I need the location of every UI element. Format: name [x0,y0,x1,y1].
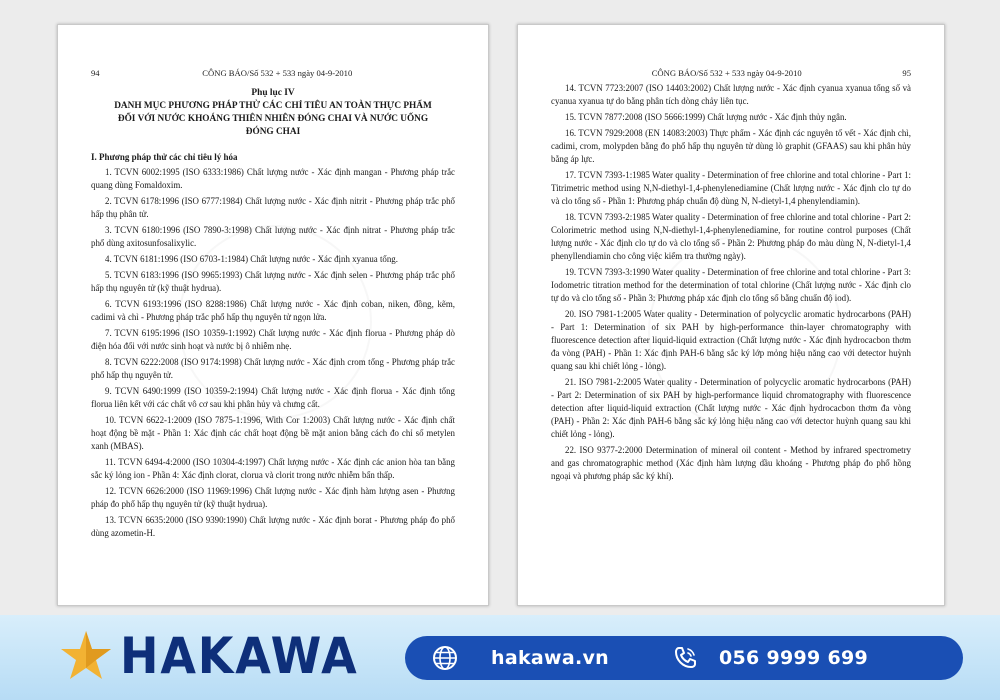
phone-number[interactable]: 056 9999 699 [719,647,869,669]
page-number: 94 [91,68,100,78]
list-item: 8. TCVN 6222:2008 (ISO 9174:1998) Chất lượng nước - Xác định crom tổng - Phương pháp trắc phổ hấp thụ nguyên tử. [91,357,455,380]
gazette-title: CÔNG BÁO/Số 532 + 533 ngày 04-9-2010 [202,68,353,78]
list-item: 1. TCVN 6002:1995 (ISO 6333:1986) Chất lượng nước - Xác định mangan - Phương pháp trắc quang dùng Fomaldoxim. [91,167,455,190]
list-item: 19. TCVN 7393-3:1990 Water quality - Determination of free chlorine and total chlorine - Part 3: Iodometric titration method for the determination of total chlorine (Chất lượng nước - Xác định clo tự do và clo tổng số - Phần 3: Phương pháp xác định clo tổng số bằng chuẩn độ iod). [551,267,911,303]
brand-footer-banner [0,615,1000,700]
brand-name: HAKAWA [120,627,359,685]
gazette-title: CÔNG BÁO/Số 532 + 533 ngày 04-9-2010 [651,68,802,78]
list-item: 7. TCVN 6195:1996 (ISO 10359-1:1992) Chất lượng nước - Xác định florua - Phương pháp dò điện hóa đối với nước sinh hoạt và nước bị ô nhiễm nhẹ. [91,328,455,351]
appendix-label: Phụ lục IV [251,88,295,98]
phone-icon [669,642,701,674]
list-item: 20. ISO 7981-1:2005 Water quality - Determination of polycyclic aromatic hydrocarbons (PAH) - Part 1: Determination of six PAH by high-performance thin-layer chromatography with fluorescence detection after liquid-liquid extraction (Chất lượng nước - Xác định hydrocacbon thơm đa vòng (PAH) - Phần 1: Xác định PAH-6 bằng sắc ký lớp mỏng hiệu năng cao với detector huỳnh quang sau khi chiết lỏng - lỏng). [551,309,911,371]
list-item: 17. TCVN 7393-1:1985 Water quality - Determination of free chlorine and total chlorine - Part 1: Titrimetric method using N,N-diethyl-1,4-phenylenediamine (Chất lượng nước - Xác định clo tự do và clo tổng số - Phần 1: Phương pháp chuẩn độ dùng N, N-dietyl-1,4 phenylendiamin). [551,170,911,206]
list-item: 2. TCVN 6178:1996 (ISO 6777:1984) Chất lượng nước - Xác định nitrit - Phương pháp trắc phổ hấp thụ phân tử. [91,196,455,219]
list-item: 5. TCVN 6183:1996 (ISO 9965:1993) Chất lượng nước - Xác định selen - Phương pháp trắc phổ hấp thụ nguyên tử (kỹ thuật hydrua). [91,270,455,293]
contact-bar [405,636,963,680]
list-item: 11. TCVN 6494-4:2000 (ISO 10304-4:1997) Chất lượng nước - Xác định các anion hòa tan bằng sắc ký lỏng ion - Phần 4: Xác định clorat, clorua và clorit trong nước nhiễm bẩn thấp. [91,457,455,480]
left-document-page [57,24,489,606]
page-body [551,82,911,486]
list-item: 22. ISO 9377-2:2000 Determination of mineral oil content - Method by infrared spectrometry and gas chromatographic method (Xác định hàm lượng dầu khoáng - Phương pháp đo phổ hồng ngoại và phương pháp sắc ký khí). [551,445,911,481]
list-item: 16. TCVN 7929:2008 (EN 14083:2003) Thực phẩm - Xác định các nguyên tố vết - Xác định chì, cadimi, crom, molypden bằng đo phổ hấp thụ nguyên tử dùng lò graphit (GFAAS) sau khi phân hủy bằng áp lực. [551,128,911,164]
list-item: 21. ISO 7981-2:2005 Water quality - Determination of polycyclic aromatic hydrocarbons (PAH) - Part 2: Determination of six PAH by high-performance liquid chromatography with fluorescence detection after liquid-liquid extraction (Chất lượng nước - Xác định hydrocacbon thơm đa vòng (PAH) - Phần 2: Xác định PAH-6 bằng sắc ký lỏng hiệu năng cao với detector huỳnh quang sau khi chiết lỏng - lỏng). [551,377,911,439]
list-item: 6. TCVN 6193:1996 (ISO 8288:1986) Chất lượng nước - Xác định coban, niken, đồng, kẽm, cadimi và chì - Phương pháp trắc phổ hấp thụ nguyên tử ngọn lửa. [91,299,455,322]
page-header [551,68,911,78]
list-item: 10. TCVN 6622-1:2009 (ISO 7875-1:1996, With Cor 1:2003) Chất lượng nước - Xác định chất hoạt động bề mặt - Phần 1: Xác định các chất hoạt động bề mặt anion bằng cách đo chỉ số metylen xanh (MBAS). [91,415,455,451]
list-item: 4. TCVN 6181:1996 (ISO 6703-1:1984) Chất lượng nước - Xác định xyanua tổng. [105,254,398,264]
website-link[interactable]: hakawa.vn [491,647,610,669]
page-header [91,68,455,78]
list-item: 12. TCVN 6626:2000 (ISO 11969:1996) Chất lượng nước - Xác định hàm lượng asen - Phương pháp đo phổ hấp thụ nguyên tử (kỹ thuật hydrua). [91,486,455,509]
list-item: 15. TCVN 7877:2008 (ISO 5666:1999) Chất lượng nước - Xác định thủy ngân. [565,112,847,122]
appendix-title: DANH MỤC PHƯƠNG PHÁP THỬ CÁC CHỈ TIÊU AN TOÀN THỰC PHẨM ĐỐI VỚI NƯỚC KHOÁNG THIÊN NHIÊN ĐÓNG CHAI VÀ NƯỚC UỐNG ĐÓNG CHAI [114,101,432,137]
page-number: 95 [902,68,911,78]
brand-logo[interactable] [58,627,379,685]
list-item: 14. TCVN 7723:2007 (ISO 14403:2002) Chất lượng nước - Xác định cyanua xyanua tổng số và cyanua xyanua tự do bằng phân tích dòng chảy liên tục. [551,83,911,106]
list-item: 13. TCVN 6635:2000 (ISO 9390:1990) Chất lượng nước - Xác định borat - Phương pháp đo phổ dùng azometin-H. [91,515,455,538]
list-item: 18. TCVN 7393-2:1985 Water quality - Determination of free chlorine and total chlorine - Part 2: Colorimetric method using N,N-diethyl-1,4-phenylenediamine, for routine control purposes (Chất lượng nước - Xác định clo tự do và clo tổng số - Phần 2: Phương pháp đo màu dùng N, N-dietyl-1,4 phenyllendiamin cho công việc kiểm tra thường ngày). [551,212,911,261]
right-document-page [517,24,945,606]
list-item: 9. TCVN 6490:1999 (ISO 10359-2:1994) Chất lượng nước - Xác định florua - Xác định tổng florua liên kết với các chất vô cơ sau khi phân hủy và chưng cất. [91,386,455,409]
star-logo-icon [58,628,114,684]
section-heading: I. Phương pháp thử các chỉ tiêu lý hóa [91,152,238,162]
list-item: 3. TCVN 6180:1996 (ISO 7890-3:1998) Chất lượng nước - Xác định nitrat - Phương pháp trắc phổ dùng axitosunfosalixylic. [91,225,455,248]
globe-icon [429,642,461,674]
page-body [91,85,455,543]
